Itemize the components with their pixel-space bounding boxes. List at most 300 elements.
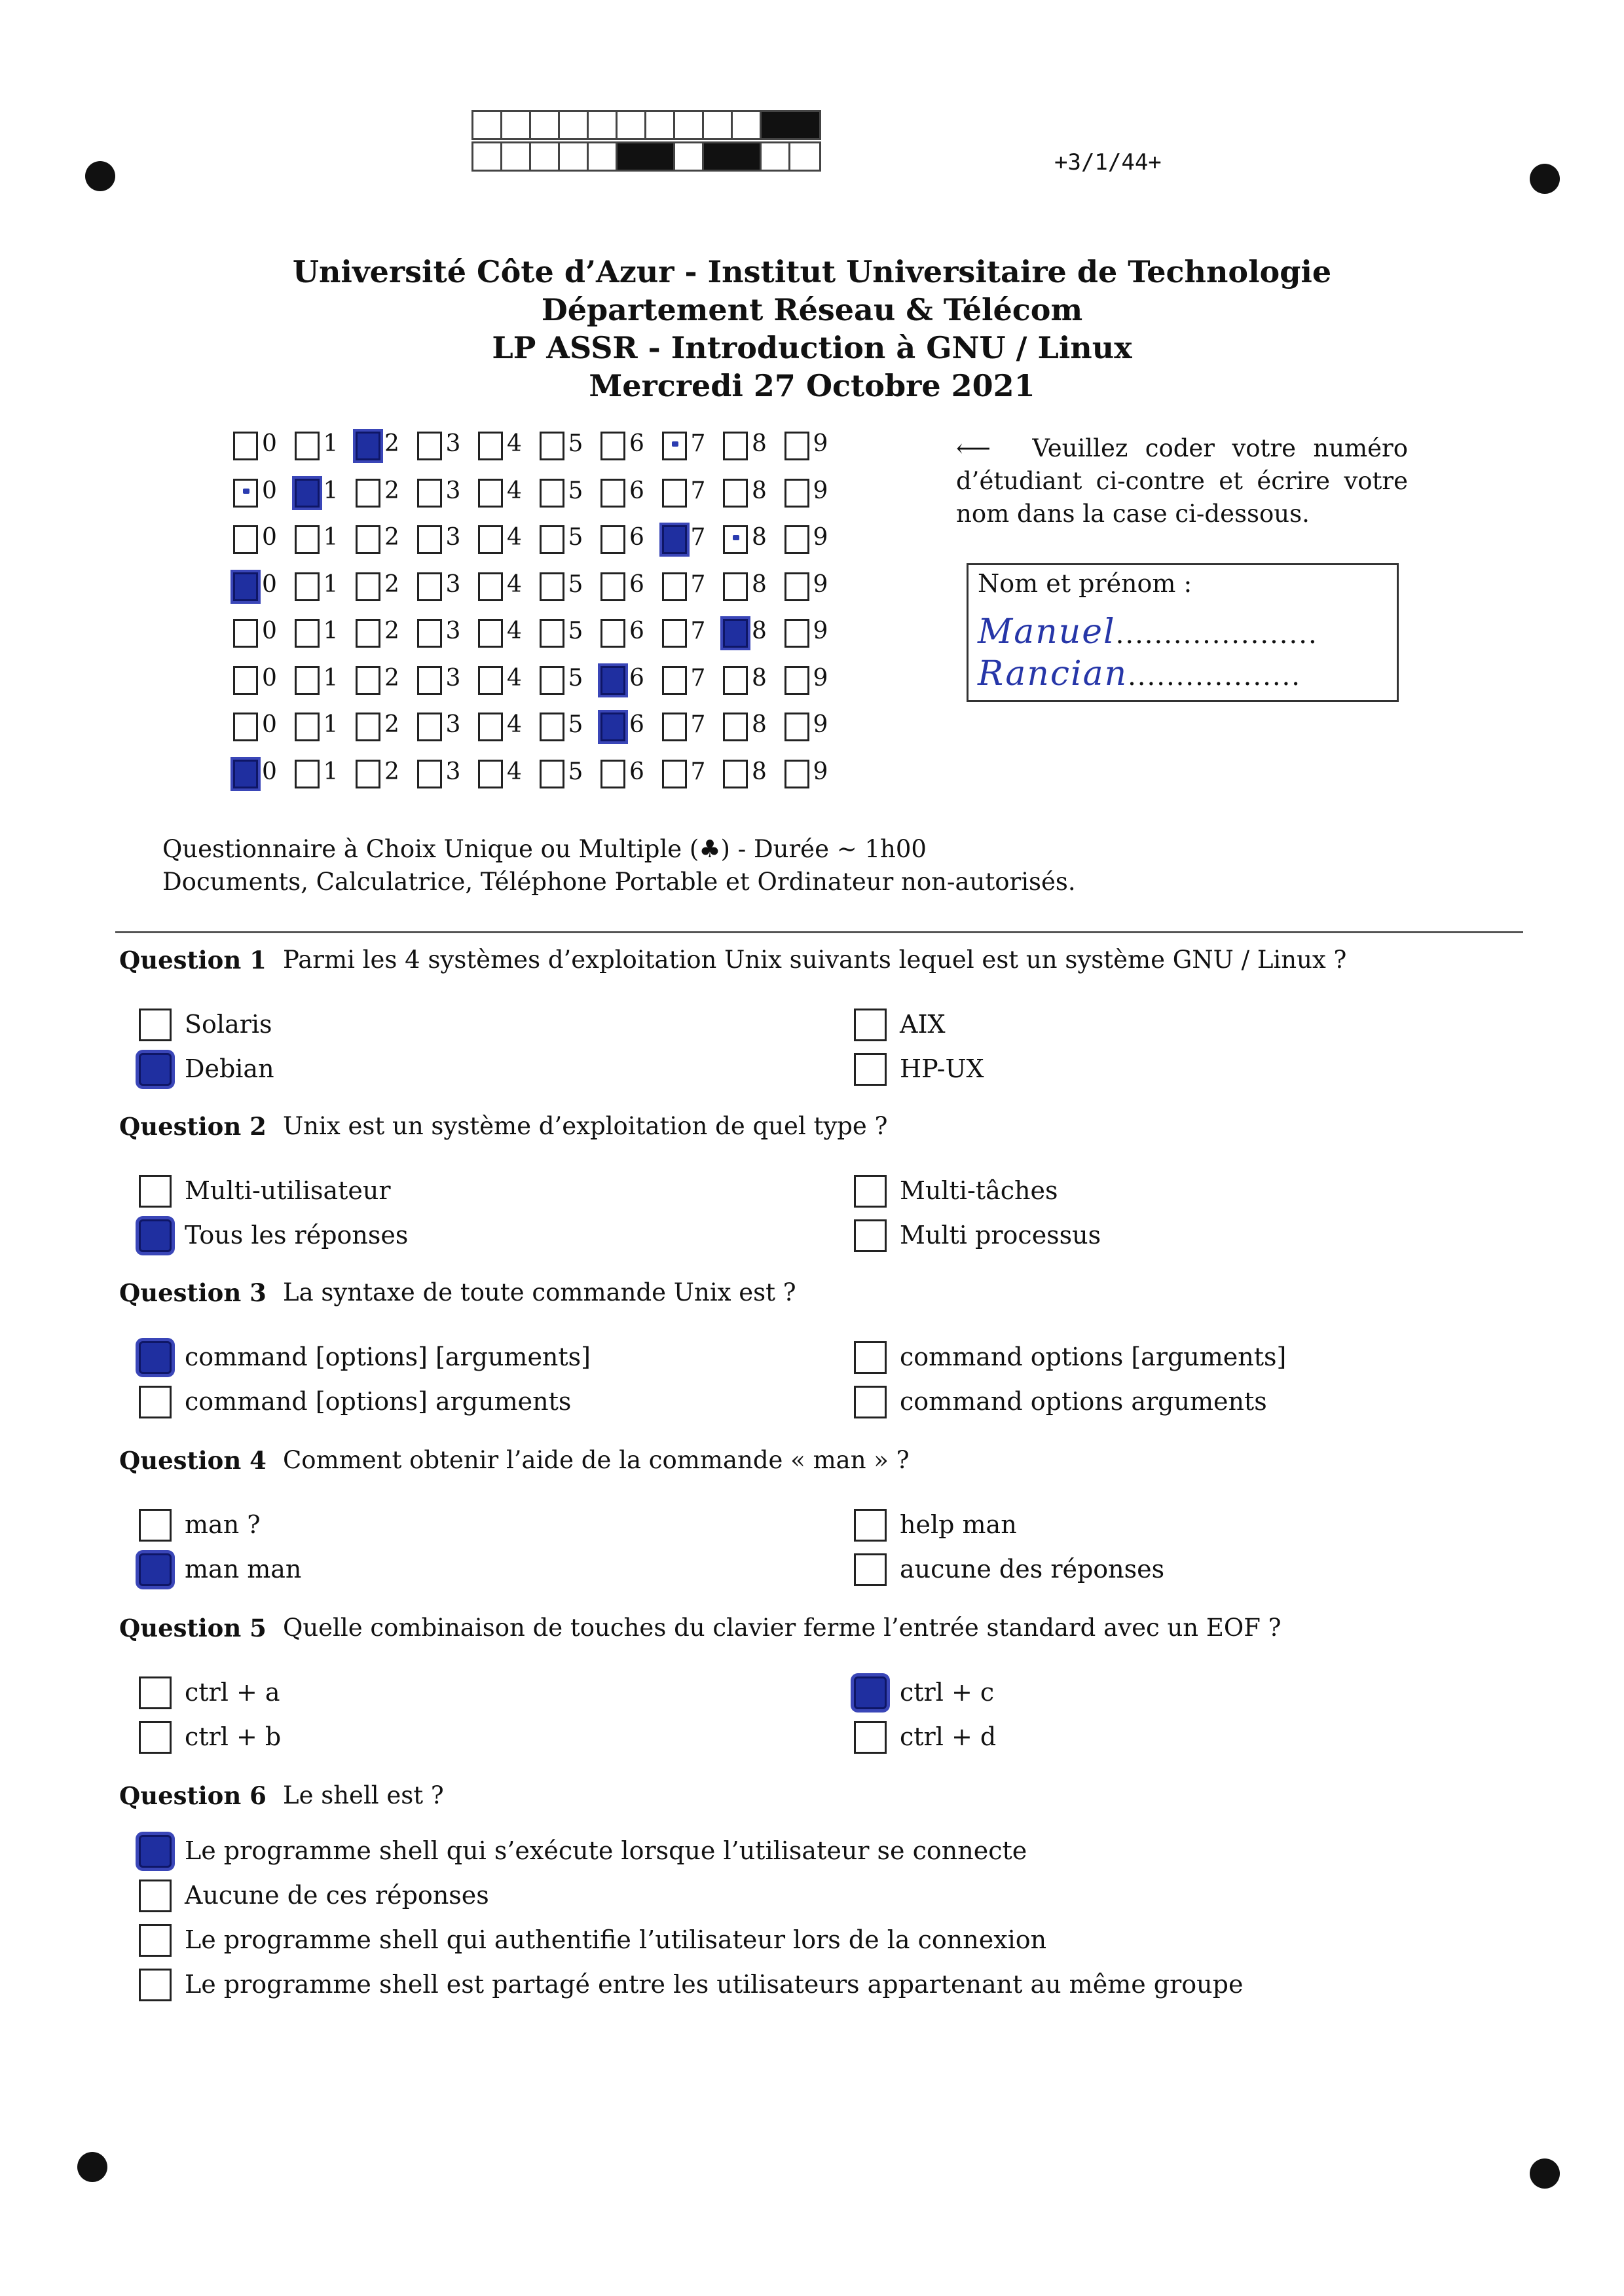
digit-checkbox[interactable] [540,572,564,601]
digit-label: 5 [568,758,583,785]
digit-label: 3 [445,477,461,504]
digit-checkbox[interactable] [356,760,380,788]
digit-option[interactable] [723,570,783,606]
question-text: Parmi les 4 systèmes d’exploitation Unix suivants lequel est un système GNU / Linux ? [283,946,1347,974]
digit-label: 9 [813,758,828,785]
digit-label: 2 [384,477,399,504]
digit-label: 8 [752,618,767,644]
digit-option[interactable] [784,757,845,794]
digit-checkbox[interactable] [417,713,442,741]
digit-label: 0 [262,524,277,551]
digit-option[interactable] [540,710,600,747]
digit-option[interactable] [540,523,600,559]
digit-option[interactable] [723,616,783,653]
digit-label: 8 [752,711,767,738]
digit-option[interactable] [233,429,293,466]
digit-checkbox[interactable] [784,479,809,508]
answer-checkbox[interactable] [139,1386,172,1418]
digit-checkbox[interactable] [478,666,503,695]
digit-label: 4 [507,618,522,644]
digit-checkbox[interactable] [356,479,380,508]
digit-option[interactable] [784,476,845,513]
digit-option[interactable] [417,710,477,747]
answer-checkbox[interactable] [854,1053,887,1086]
answer-checkbox[interactable] [139,1009,172,1041]
digit-option[interactable] [662,710,722,747]
digit-checkbox[interactable] [600,432,625,460]
digit-checkbox[interactable] [233,666,258,695]
digit-checkbox[interactable] [417,760,442,788]
answer-checkbox[interactable] [139,1053,172,1086]
digit-checkbox[interactable] [295,619,320,648]
digit-checkbox[interactable] [540,713,564,741]
digit-label: 9 [813,430,828,457]
intro-block [162,833,1076,898]
digit-option[interactable] [356,663,416,700]
page-barcode-top [471,110,821,140]
digit-label: 1 [323,664,339,692]
digit-option[interactable] [478,616,538,653]
digit-option[interactable] [478,570,538,606]
digit-option[interactable] [600,757,661,794]
digit-label: 2 [384,664,399,692]
header-course: LP ASSR - Introduction à GNU / Linux [492,330,1132,365]
digit-checkbox[interactable] [784,666,809,695]
digit-label: 9 [813,618,828,644]
digit-option[interactable] [417,663,477,700]
digit-checkbox[interactable] [723,619,748,648]
digit-checkbox[interactable] [478,525,503,554]
answer-checkbox[interactable] [139,1879,172,1912]
digit-label: 5 [568,524,583,551]
answer-label: Tous les réponses [185,1221,409,1250]
digit-label: 2 [384,570,399,598]
digit-option[interactable] [600,616,661,653]
digit-checkbox[interactable] [662,432,687,460]
header-university: Université Côte d’Azur - Institut Universitaire de Technologie [292,254,1332,289]
digit-option[interactable] [356,616,416,653]
answer-checkbox[interactable] [854,1341,887,1374]
question-text: La syntaxe de toute commande Unix est ? [283,1278,796,1306]
answer-checkbox[interactable] [854,1175,887,1208]
digit-checkbox[interactable] [600,572,625,601]
answer-checkbox[interactable] [139,1924,172,1957]
digit-checkbox[interactable] [540,525,564,554]
digit-checkbox[interactable] [662,572,687,601]
digit-label: 3 [445,711,461,738]
digit-option[interactable] [784,429,845,466]
digit-checkbox[interactable] [295,525,320,554]
page-barcode-bottom [471,141,821,172]
digit-label: 0 [262,664,277,692]
digit-option[interactable] [723,523,783,559]
answer-checkbox[interactable] [854,1009,887,1041]
digit-checkbox[interactable] [233,713,258,741]
digit-checkbox[interactable] [356,525,380,554]
digit-checkbox[interactable] [356,432,380,460]
digit-label: 9 [813,570,828,598]
digit-label: 0 [262,430,277,457]
digit-option[interactable] [784,570,845,606]
digit-checkbox[interactable] [417,479,442,508]
instructions-text: Veuillez coder votre numéro d’étudiant ci-contre et écrire votre nom dans la case ci-dessous. [956,434,1408,528]
digit-option[interactable] [233,710,293,747]
answer-label: Le programme shell est partagé entre les utilisateurs appartenant au même groupe [185,1970,1244,1999]
answer-checkbox[interactable] [139,1219,172,1252]
digit-option[interactable] [600,570,661,606]
answer-checkbox[interactable] [854,1509,887,1542]
digit-option[interactable] [295,710,355,747]
digit-checkbox[interactable] [600,619,625,648]
digit-option[interactable] [478,710,538,747]
answer-checkbox[interactable] [139,1721,172,1754]
digit-option[interactable] [233,757,293,794]
digit-checkbox[interactable] [478,432,503,460]
digit-option[interactable] [723,757,783,794]
question-title [119,1112,888,1141]
digit-option[interactable] [417,476,477,513]
question-title [119,946,1347,974]
digit-option[interactable] [233,523,293,559]
digit-checkbox[interactable] [723,572,748,601]
answer-label: ctrl + d [900,1722,997,1751]
digit-label: 4 [507,664,522,692]
digit-checkbox[interactable] [723,525,748,554]
digit-checkbox[interactable] [784,525,809,554]
digit-option[interactable] [478,757,538,794]
question-number: Question 4 [119,1446,267,1475]
digit-checkbox[interactable] [417,572,442,601]
digit-checkbox[interactable] [356,713,380,741]
digit-label: 1 [323,570,339,598]
digit-checkbox[interactable] [295,713,320,741]
digit-checkbox[interactable] [662,760,687,788]
digit-checkbox[interactable] [723,432,748,460]
digit-label: 8 [752,570,767,598]
digit-checkbox[interactable] [417,666,442,695]
digit-option[interactable] [662,663,722,700]
digit-option[interactable] [356,523,416,559]
digit-option[interactable] [417,523,477,559]
answer-label: command [options] [arguments] [185,1342,591,1371]
digit-option[interactable] [356,429,416,466]
digit-checkbox[interactable] [600,760,625,788]
digit-label: 3 [445,664,461,692]
digit-option[interactable] [417,757,477,794]
digit-option[interactable] [540,663,600,700]
answer-label: Le programme shell qui authentifie l’utilisateur lors de la connexion [185,1925,1047,1954]
digit-option[interactable] [723,429,783,466]
name-line-2: Rancian.................. [978,654,1301,694]
digit-checkbox[interactable] [478,713,503,741]
digit-label: 6 [629,570,644,598]
digit-option[interactable] [600,476,661,513]
digit-label: 3 [445,570,461,598]
digit-checkbox[interactable] [478,479,503,508]
digit-label: 6 [629,758,644,785]
digit-checkbox[interactable] [233,479,258,508]
digit-option[interactable] [478,523,538,559]
answer-label: Multi-utilisateur [185,1176,391,1205]
digit-option[interactable] [600,710,661,747]
digit-checkbox[interactable] [662,525,687,554]
left-arrow-icon: ⟵ [956,434,991,462]
digit-option[interactable] [784,523,845,559]
digit-option[interactable] [417,429,477,466]
digit-label: 4 [507,477,522,504]
answer-checkbox[interactable] [139,1835,172,1868]
answer-checkbox[interactable] [139,1969,172,2001]
digit-checkbox[interactable] [478,619,503,648]
question-title [119,1614,1282,1642]
digit-option[interactable] [356,710,416,747]
digit-option[interactable] [600,523,661,559]
digit-label: 8 [752,524,767,551]
digit-checkbox[interactable] [233,619,258,648]
handwritten-first-name: Manuel [978,612,1116,652]
answer-checkbox[interactable] [854,1219,887,1252]
name-line-1: Manuel..................... [978,612,1318,652]
digit-checkbox[interactable] [662,666,687,695]
digit-option[interactable] [784,616,845,653]
digit-option[interactable] [662,429,722,466]
digit-option[interactable] [540,616,600,653]
digit-option[interactable] [356,570,416,606]
digit-label: 4 [507,758,522,785]
digit-checkbox[interactable] [784,572,809,601]
answer-label: command options arguments [900,1387,1267,1416]
digit-option[interactable] [662,570,722,606]
name-box-label: Nom et prénom : [978,569,1192,598]
handwritten-last-name: Rancian [978,654,1128,694]
answer-checkbox[interactable] [139,1175,172,1208]
digit-option[interactable] [295,663,355,700]
digit-option[interactable] [540,757,600,794]
digit-label: 2 [384,711,399,738]
digit-option[interactable] [295,616,355,653]
digit-checkbox[interactable] [233,525,258,554]
digit-option[interactable] [540,476,600,513]
digit-checkbox[interactable] [540,479,564,508]
question-text: Le shell est ? [283,1781,444,1809]
header-department: Département Réseau & Télécom [541,292,1083,327]
digit-label: 6 [629,477,644,504]
digit-label: 3 [445,430,461,457]
registration-mark-top-right [1530,164,1560,194]
digit-label: 0 [262,477,277,504]
digit-label: 7 [690,570,706,598]
digit-label: 9 [813,524,828,551]
digit-checkbox[interactable] [233,760,258,788]
digit-checkbox[interactable] [295,666,320,695]
digit-label: 1 [323,477,339,504]
digit-label: 6 [629,664,644,692]
intro-line-1: Questionnaire à Choix Unique ou Multiple (♣) - Durée ~ 1h00 [162,835,927,863]
digit-option[interactable] [356,757,416,794]
digit-checkbox[interactable] [600,666,625,695]
digit-option[interactable] [233,616,293,653]
question-number: Question 2 [119,1112,267,1141]
digit-checkbox[interactable] [356,666,380,695]
digit-option[interactable] [417,616,477,653]
answer-label: man man [185,1555,302,1583]
digit-checkbox[interactable] [723,760,748,788]
digit-option[interactable] [784,663,845,700]
digit-checkbox[interactable] [662,713,687,741]
answer-label: AIX [900,1010,946,1039]
answer-checkbox[interactable] [854,1721,887,1754]
digit-option[interactable] [295,429,355,466]
digit-checkbox[interactable] [600,479,625,508]
question-number: Question 5 [119,1614,267,1642]
digit-checkbox[interactable] [540,432,564,460]
digit-checkbox[interactable] [600,525,625,554]
digit-checkbox[interactable] [784,432,809,460]
digit-label: 1 [323,524,339,551]
answer-label: help man [900,1510,1017,1539]
digit-checkbox[interactable] [356,572,380,601]
answer-label: aucune des réponses [900,1555,1165,1583]
registration-mark-bottom-left [77,2152,107,2182]
question-number: Question 3 [119,1278,267,1307]
answer-label: ctrl + c [900,1678,995,1707]
answer-checkbox[interactable] [854,1553,887,1586]
intro-line-2: Documents, Calculatrice, Téléphone Portable et Ordinateur non-autorisés. [162,868,1076,896]
digit-checkbox[interactable] [233,432,258,460]
answer-checkbox[interactable] [139,1509,172,1542]
digit-label: 3 [445,524,461,551]
digit-option[interactable] [723,476,783,513]
digit-label: 6 [629,524,644,551]
name-box[interactable] [967,563,1399,702]
answer-label: man ? [185,1510,261,1539]
digit-option[interactable] [478,429,538,466]
digit-label: 0 [262,570,277,598]
answer-checkbox[interactable] [139,1341,172,1374]
digit-label: 3 [445,758,461,785]
digit-label: 8 [752,664,767,692]
digit-checkbox[interactable] [784,713,809,741]
section-divider [115,931,1523,933]
digit-checkbox[interactable] [540,619,564,648]
question-title [119,1446,910,1475]
digit-label: 2 [384,618,399,644]
digit-checkbox[interactable] [662,479,687,508]
digit-label: 7 [690,758,706,785]
digit-option[interactable] [662,523,722,559]
digit-option[interactable] [662,616,722,653]
digit-checkbox[interactable] [295,760,320,788]
answer-checkbox[interactable] [139,1553,172,1586]
digit-checkbox[interactable] [784,619,809,648]
digit-option[interactable] [540,429,600,466]
digit-checkbox[interactable] [723,479,748,508]
answer-label: Multi-tâches [900,1176,1058,1205]
digit-checkbox[interactable] [417,525,442,554]
digit-option[interactable] [233,663,293,700]
digit-label: 7 [690,477,706,504]
instructions-block [956,432,1408,530]
digit-checkbox[interactable] [417,432,442,460]
answer-checkbox[interactable] [854,1676,887,1709]
digit-label: 7 [690,664,706,692]
digit-checkbox[interactable] [356,619,380,648]
digit-option[interactable] [784,710,845,747]
answer-label: command [options] arguments [185,1387,572,1416]
digit-label: 7 [690,618,706,644]
digit-label: 1 [323,430,339,457]
digit-checkbox[interactable] [600,713,625,741]
digit-label: 7 [690,711,706,738]
digit-checkbox[interactable] [233,572,258,601]
digit-option[interactable] [417,570,477,606]
digit-option[interactable] [662,757,722,794]
digit-label: 5 [568,711,583,738]
digit-checkbox[interactable] [295,572,320,601]
digit-option[interactable] [600,663,661,700]
digit-option[interactable] [540,570,600,606]
digit-label: 4 [507,524,522,551]
digit-option[interactable] [478,476,538,513]
digit-checkbox[interactable] [723,713,748,741]
digit-option[interactable] [662,476,722,513]
digit-option[interactable] [295,523,355,559]
digit-option[interactable] [723,663,783,700]
digit-label: 5 [568,430,583,457]
digit-checkbox[interactable] [478,760,503,788]
digit-label: 0 [262,618,277,644]
digit-label: 0 [262,711,277,738]
digit-option[interactable] [723,710,783,747]
digit-option[interactable] [356,476,416,513]
digit-label: 9 [813,711,828,738]
digit-checkbox[interactable] [540,760,564,788]
header-date: Mercredi 27 Octobre 2021 [589,368,1035,403]
digit-label: 3 [445,618,461,644]
digit-checkbox[interactable] [723,666,748,695]
answer-checkbox[interactable] [139,1676,172,1709]
digit-label: 6 [629,711,644,738]
digit-option[interactable] [233,476,293,513]
digit-checkbox[interactable] [662,619,687,648]
digit-label: 7 [690,430,706,457]
digit-option[interactable] [478,663,538,700]
digit-label: 5 [568,570,583,598]
digit-checkbox[interactable] [295,479,320,508]
digit-option[interactable] [233,570,293,606]
digit-label: 6 [629,618,644,644]
answer-label: Le programme shell qui s’exécute lorsque l’utilisateur se connecte [185,1836,1027,1865]
answer-checkbox[interactable] [854,1386,887,1418]
digit-checkbox[interactable] [417,619,442,648]
answer-label: command options [arguments] [900,1342,1287,1371]
digit-option[interactable] [600,429,661,466]
digit-checkbox[interactable] [540,666,564,695]
digit-label: 9 [813,664,828,692]
question-number: Question 6 [119,1781,267,1810]
digit-checkbox[interactable] [784,760,809,788]
registration-mark-bottom-right [1530,2158,1560,2189]
digit-option[interactable] [295,570,355,606]
digit-option[interactable] [295,476,355,513]
digit-label: 0 [262,758,277,785]
digit-option[interactable] [295,757,355,794]
digit-checkbox[interactable] [478,572,503,601]
digit-checkbox[interactable] [295,432,320,460]
answer-label: ctrl + a [185,1678,280,1707]
digit-label: 2 [384,430,399,457]
question-text: Quelle combinaison de touches du clavier ferme l’entrée standard avec un EOF ? [283,1614,1282,1642]
